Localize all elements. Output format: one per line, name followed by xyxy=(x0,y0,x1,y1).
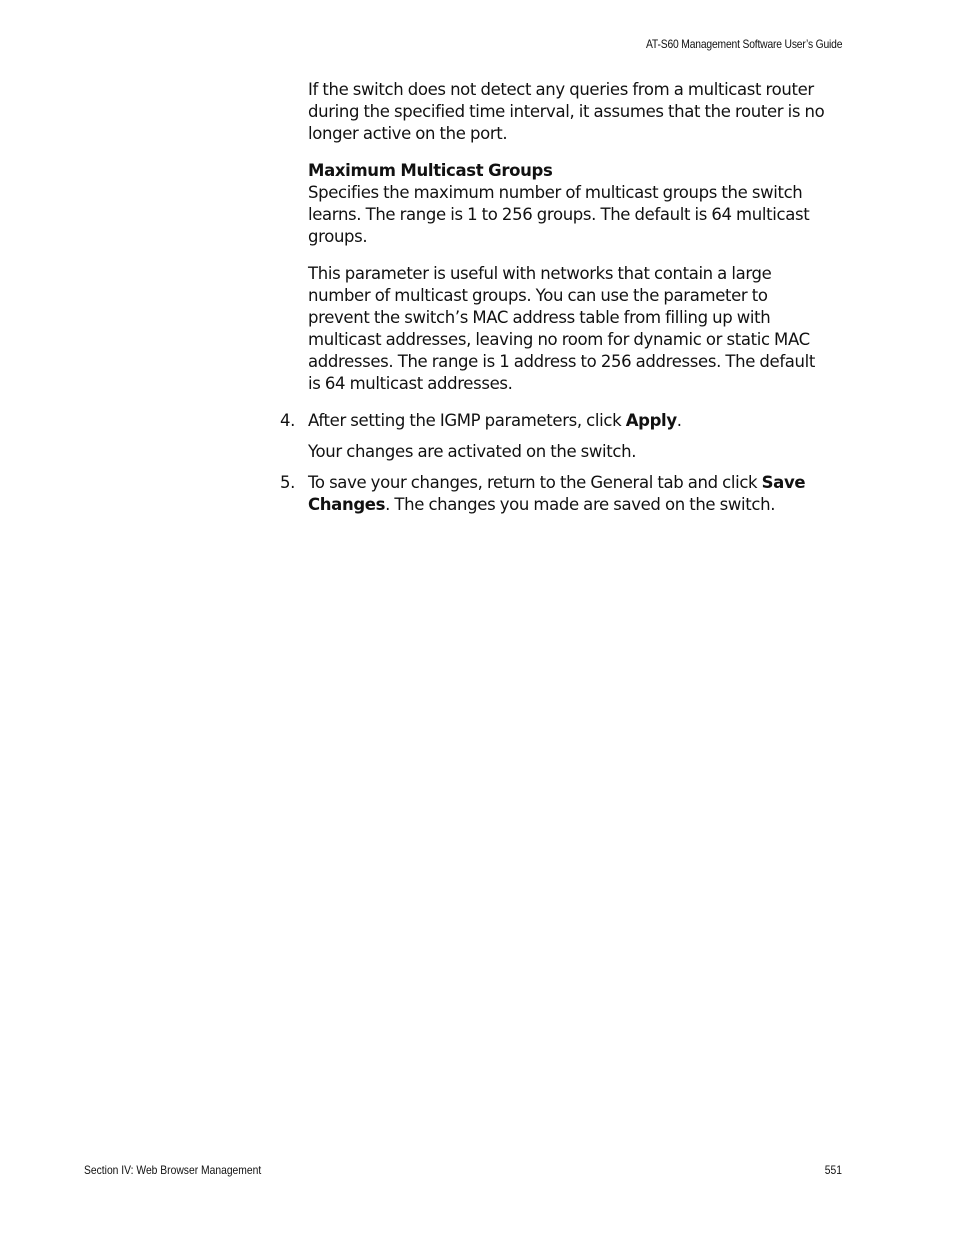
step-4-result xyxy=(280,441,828,463)
step-5 xyxy=(280,472,828,516)
step-text-tail: . The changes you made are saved on the switch. xyxy=(385,495,776,514)
parameter-description: Specifies the maximum number of multicast groups the switch learns. The range is 1 to 256 groups. The default is 64 multicast groups. xyxy=(308,183,810,246)
step-text xyxy=(308,472,828,516)
footer-page-number: 551 xyxy=(824,1163,842,1177)
step-text-tail: . xyxy=(676,411,682,430)
parameter-heading: Maximum Multicast Groups xyxy=(308,161,553,180)
paragraph-router-timeout: If the switch does not detect any queries from a multicast router during the specified time interval, it assumes that the router is no longer active on the port. xyxy=(308,80,825,143)
step-result-text: Your changes are activated on the switch. xyxy=(308,442,637,461)
max-multicast-groups-block xyxy=(308,160,828,248)
step-4 xyxy=(280,410,828,432)
paragraph-parameter-note: This parameter is useful with networks that contain a large number of multicast groups. You can use the parameter to prevent the switch’s MAC address table from filling up with multicast addresses, leaving no room for dynamic or static MAC addresses. The range is 1 address to 256 addresses. The default is 64 multicast addresses. xyxy=(308,264,816,393)
step-text-lead: To save your changes, return to the General tab and click xyxy=(308,473,762,492)
footer-section-title: Section IV: Web Browser Management xyxy=(84,1163,262,1177)
running-header: AT-S60 Management Software User’s Guide xyxy=(645,37,842,51)
step-text-lead: After setting the IGMP parameters, click xyxy=(308,411,626,430)
apply-button-reference: Apply xyxy=(625,411,677,430)
step-number: 5. xyxy=(280,473,296,492)
save-changes-button-reference: Save Changes xyxy=(308,473,806,514)
step-number: 4. xyxy=(280,411,296,430)
step-text xyxy=(308,410,828,432)
